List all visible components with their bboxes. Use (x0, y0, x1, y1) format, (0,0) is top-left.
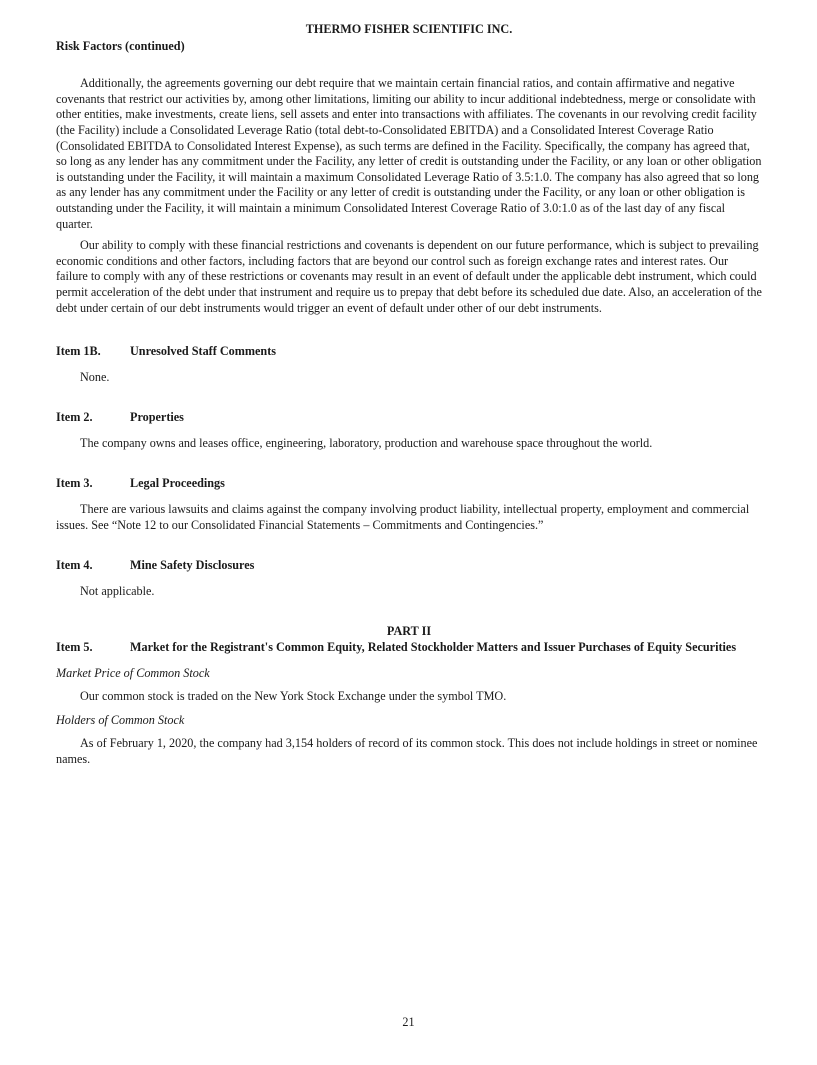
item-3-heading (56, 476, 762, 492)
holders-heading: Holders of Common Stock (56, 712, 185, 727)
item-2-heading (56, 410, 762, 426)
item-title: Unresolved Staff Comments (130, 344, 277, 359)
item-4-body: Not applicable. (80, 583, 155, 598)
item-1b-body: None. (80, 369, 110, 384)
holders-body: As of February 1, 2020, the company had 3,154 holders of record of its common stock. This does not include holdings in street or nominee names. (56, 736, 758, 766)
part-heading: PART II (386, 624, 432, 639)
page-number: 21 (402, 1015, 415, 1029)
item-3-body: There are various lawsuits and claims against the company involving product liability, intellectual property, employment and commercial issues. See “Note 12 to our Consolidated Financial Statements – Commitments and Contingencies.” (56, 502, 750, 532)
item-1b-heading (56, 344, 762, 360)
item-title: Properties (130, 410, 184, 425)
paragraph-debt-covenants: Additionally, the agreements governing our debt require that we maintain certain financial ratios, and contain affirmative and negative covenants that restrict our activities by, among other limitations, limiting our ability to incur additional indebtedness, merge or consolidate with other entities, make investments, create liens, sell assets and enter into transactions with affiliates. The covenants in our revolving credit facility (the Facility) include a Consolidated Leverage Ratio (total debt-to-Consolidated EBITDA) and a Consolidated Interest Coverage Ratio (Consolidated EBITDA to Consolidated Interest Expense), as such terms are defined in the Facility. Specifically, the company has agreed that, so long as any lender has any commitment under the Facility, any letter of credit is outstanding under the Facility, or any loan or other obligation is outstanding under the Facility, it will maintain a maximum Consolidated Leverage Ratio of 3.5:1.0. The company has also agreed that so long as any lender has any commitment under the Facility or any letter of credit is outstanding under the Facility, or any loan or other obligation is outstanding under the Facility, it will maintain a minimum Consolidated Interest Coverage Ratio of 3.0:1.0 as of the last day of any fiscal quarter. (56, 76, 762, 231)
item-4-heading (56, 558, 762, 574)
market-price-body: Our common stock is traded on the New York Stock Exchange under the symbol TMO. (80, 689, 507, 704)
item-number: Item 4. (56, 558, 93, 573)
paragraph-compliance: Our ability to comply with these financial restrictions and covenants is dependent on our future performance, which is subject to prevailing economic conditions and other factors, including factors that are beyond our control such as foreign exchange rates and interest rates. Our failure to comply with any of these restrictions or covenants may result in an event of default under the applicable debt instrument, which could permit acceleration of the debt under that instrument and require us to prepay that debt before its scheduled due date. Also, an acceleration of the debt under certain of our debt instruments would trigger an event of default under other of our debt instruments. (56, 238, 762, 315)
item-number: Item 5. (56, 640, 93, 655)
item-number: Item 2. (56, 410, 93, 425)
item-title: Legal Proceedings (130, 476, 225, 491)
document-page (56, 22, 762, 768)
item-title: Mine Safety Disclosures (130, 558, 255, 573)
item-5-heading (56, 640, 762, 656)
item-title: Market for the Registrant's Common Equity, Related Stockholder Matters and Issuer Purchases of Equity Securities (130, 640, 737, 655)
section-label: Risk Factors (continued) (56, 38, 185, 53)
item-number: Item 3. (56, 476, 93, 491)
company-header: THERMO FISHER SCIENTIFIC INC. (305, 22, 513, 36)
market-price-heading: Market Price of Common Stock (56, 665, 210, 680)
item-2-body: The company owns and leases office, engineering, laboratory, production and warehouse space throughout the world. (80, 435, 653, 450)
item-number: Item 1B. (56, 344, 101, 359)
